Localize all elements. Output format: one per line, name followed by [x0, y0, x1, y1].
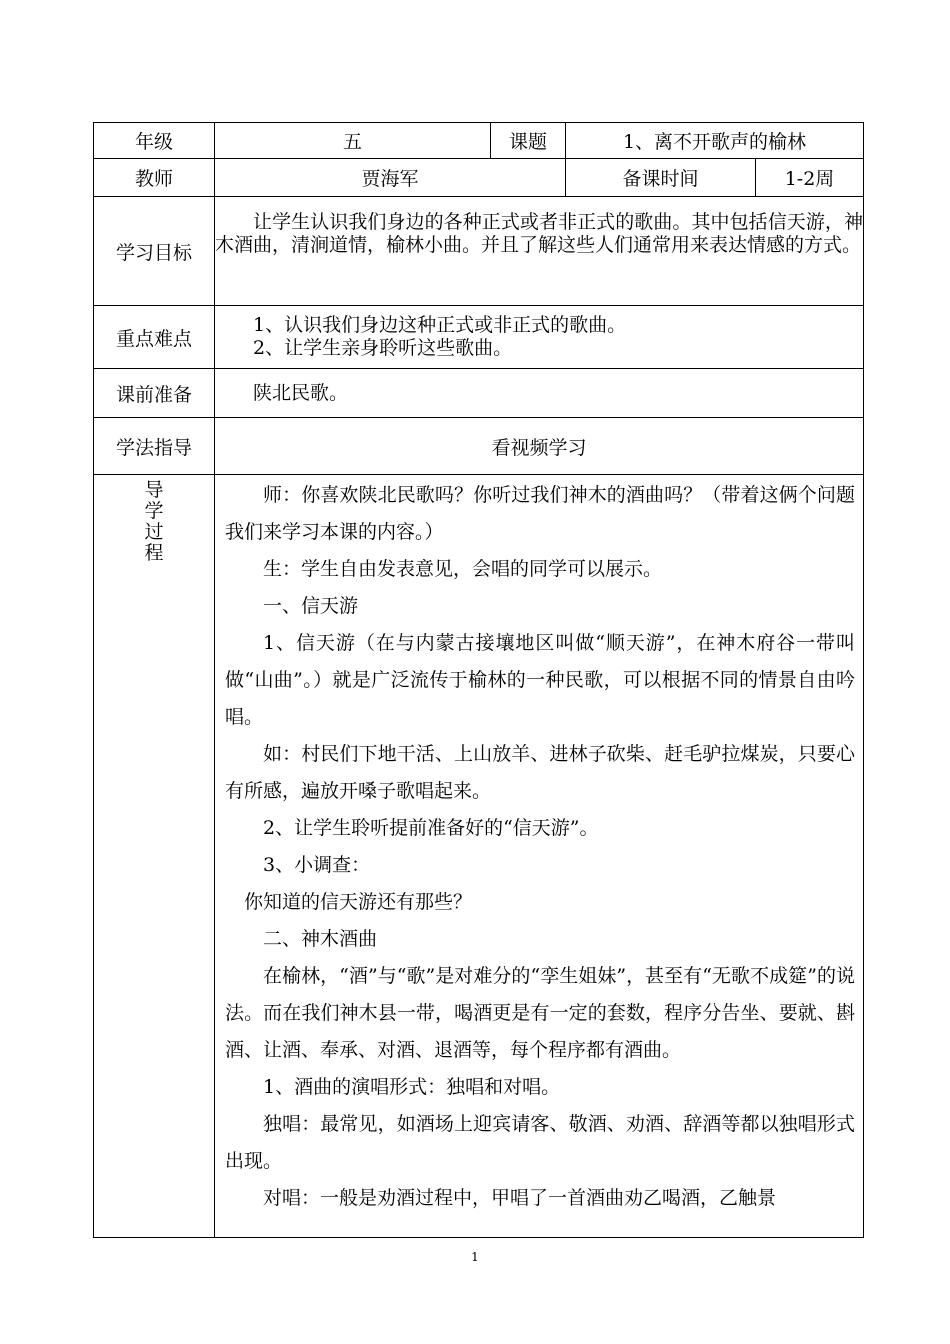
row-preparation [94, 369, 864, 418]
process-paragraph: 生：学生自由发表意见，会唱的同学可以展示。 [263, 558, 663, 580]
row-method [94, 418, 864, 475]
key-points-cell [215, 306, 864, 369]
process-paragraph: 2、让学生聆听提前准备好的“信天游”。 [263, 817, 599, 839]
grade-value: 五 [215, 123, 491, 159]
row-goals [94, 197, 864, 306]
preparation-text: 陕北民歌。 [253, 381, 349, 404]
method-label: 学法指导 [94, 418, 215, 475]
process-content [215, 475, 864, 1238]
key-points-label: 重点难点 [94, 306, 215, 369]
process-paragraph: 二、神木酒曲 [263, 928, 378, 950]
row-grade-topic [94, 123, 864, 159]
key-point-item: 2、让学生亲身聆听这些歌曲。 [253, 337, 513, 359]
prep-time-label: 备课时间 [566, 159, 756, 197]
process-paragraph: 3、小调查： [263, 854, 371, 876]
teacher-value: 贾海军 [215, 159, 566, 197]
process-label-char: 导 [144, 479, 164, 501]
process-label-char: 学 [144, 500, 164, 522]
process-label [94, 475, 215, 1238]
topic-value: 1、离不开歌声的榆林 [566, 123, 864, 159]
goals-text: 让学生认识我们身边的各种正式或者非正式的歌曲。其中包括信天游，神木酒曲，清涧道情，榆林小曲。并且了解这些人们通常用来表达情感的方式。 [215, 211, 863, 256]
goals-cell [215, 197, 864, 306]
process-label-char: 程 [144, 542, 164, 564]
process-label-char: 过 [144, 521, 164, 543]
lesson-plan-table [93, 122, 864, 1238]
key-point-item: 1、认识我们身边这种正式或非正式的歌曲。 [253, 314, 627, 336]
preparation-label: 课前准备 [94, 369, 215, 418]
process-paragraph: 1、酒曲的演唱形式：独唱和对唱。 [263, 1076, 561, 1098]
grade-label: 年级 [94, 123, 215, 159]
process-paragraph: 独唱：最常见，如酒场上迎宾请客、敬酒、劝酒、辞酒等都以独唱形式出现。 [225, 1113, 855, 1172]
row-process [94, 475, 864, 1238]
row-teacher [94, 159, 864, 197]
teacher-label: 教师 [94, 159, 215, 197]
row-key-points [94, 306, 864, 369]
page-number: 1 [471, 1250, 479, 1264]
process-paragraph: 如：村民们下地干活、上山放羊、进林子砍柴、赶毛驴拉煤炭，只要心有所感，遍放开嗓子歌唱起来。 [225, 743, 855, 802]
goals-label: 学习目标 [94, 197, 215, 306]
method-text: 看视频学习 [215, 418, 864, 475]
process-paragraph: 对唱：一般是劝酒过程中，甲唱了一首酒曲劝乙喝酒，乙触景 [263, 1187, 777, 1209]
process-paragraph: 在榆林，“酒”与“歌”是对难分的“孪生姐妹”，甚至有“无歌不成筵”的说法。而在我们神木县一带，喝酒更是有一定的套数，程序分告坐、要就、斟酒、让酒、奉承、对酒、退酒等，每个程序都有酒曲。 [225, 965, 855, 1061]
preparation-cell [215, 369, 864, 418]
process-paragraph: 你知道的信天游还有那些？ [244, 891, 473, 913]
process-paragraph: 一、信天游 [263, 595, 359, 617]
process-paragraph: 1、信天游（在与内蒙古接壤地区叫做“顺天游”，在神木府谷一带叫做“山曲”。）就是广泛流传于榆林的一种民歌，可以根据不同的情景自由吟唱。 [225, 632, 855, 728]
prep-time-value: 1-2周 [756, 159, 864, 197]
process-paragraph: 师：你喜欢陕北民歌吗？你听过我们神木的酒曲吗？（带着这俩个问题我们来学习本课的内容。） [225, 484, 855, 543]
topic-label: 课题 [491, 123, 566, 159]
